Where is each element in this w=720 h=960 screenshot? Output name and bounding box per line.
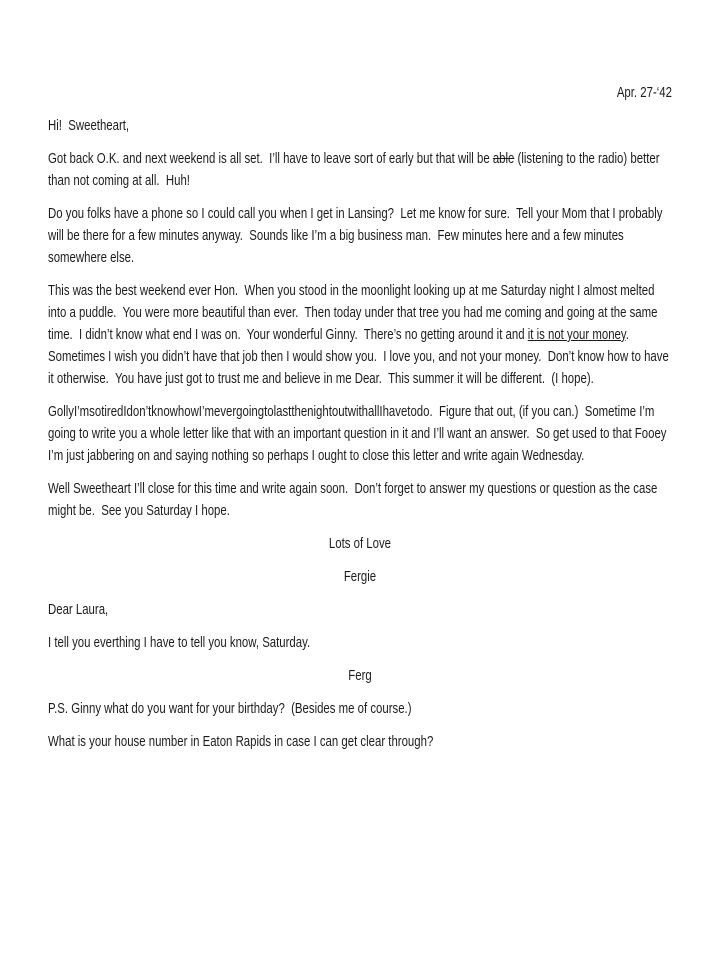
paragraph-best-weekend <box>48 280 672 390</box>
text-run-strike: able <box>492 150 515 167</box>
paragraph-golly <box>48 401 672 467</box>
text-run-underline: it is not your money <box>527 326 626 343</box>
text-run: What is your house number in Eaton Rapids in case I can get clear through? <box>48 733 434 750</box>
text-run: P.S. Ginny what do you want for your birthday? (Besides me of course.) <box>48 700 412 717</box>
paragraph-got-back <box>48 148 672 192</box>
letter-content <box>48 82 672 764</box>
ps-house-number <box>48 731 672 753</box>
text-run: Hi! Sweetheart, <box>48 117 130 134</box>
signature-fergie <box>48 566 672 588</box>
text-run: . Sometimes I wish you didn’t have that job then I would show you. I love you, and not your money. Don’t know how to have it otherwise. You have just got to trust me and believe in me Dear. This summer it will be different. (I hope). <box>48 326 672 387</box>
salutation <box>48 115 672 137</box>
signature-ferg <box>48 665 672 687</box>
text-run: Apr. 27-‘42 <box>616 84 672 101</box>
paragraph-close <box>48 478 672 522</box>
text-run: Well Sweetheart I’ll close for this time and write again soon. Don’t forget to answer my questions or question as the case might be. See you Saturday I hope. <box>48 480 661 519</box>
text-run: GollyI’msotiredIdon’tknowhowI’mevergoingtolastthenightoutwithallIhavetodo. Figure that out, (if you can.) Sometime I’m going to write you a whole letter like that with an important question in it and I’ll want an answer. So get used to that Fooey I’m just jabbering on and saying nothing so perhaps I ought to close this letter and write again Wednesday. <box>48 403 670 464</box>
text-run: Ferg <box>348 667 372 684</box>
text-run: Lots of Love <box>328 535 392 552</box>
text-run: Fergie <box>343 568 377 585</box>
text-run: (listening to the radio) better than not coming at all. Huh! <box>48 150 663 189</box>
text-run: Dear Laura, <box>48 601 109 618</box>
text-run: This was the best weekend ever Hon. When you stood in the moonlight looking up at me Saturday night I almost melted into a puddle. You were more beautiful than ever. Then today under that tree you had me coming and going at the same time. I didn’t know what end I was on. Your wonderful Ginny. There’s no getting around it and <box>48 282 661 343</box>
text-run: Do you folks have a phone so I could call you when I get in Lansing? Let me know for sure. Tell your Mom that I probably will be there for a few minutes anyway. Sounds like I’m a big business man. Few minutes here and a few minutes somewhere else. <box>48 205 666 266</box>
text-run: I tell you everthing I have to tell you know, Saturday. <box>48 634 311 651</box>
closing-lots-of-love <box>48 533 672 555</box>
ps-birthday <box>48 698 672 720</box>
date-line <box>48 82 672 104</box>
text-run: Got back O.K. and next weekend is all set. I’ll have to leave sort of early but that will be <box>48 150 493 167</box>
paragraph-tell-you <box>48 632 672 654</box>
paragraph-phone <box>48 203 672 269</box>
salutation-dear-laura <box>48 599 672 621</box>
